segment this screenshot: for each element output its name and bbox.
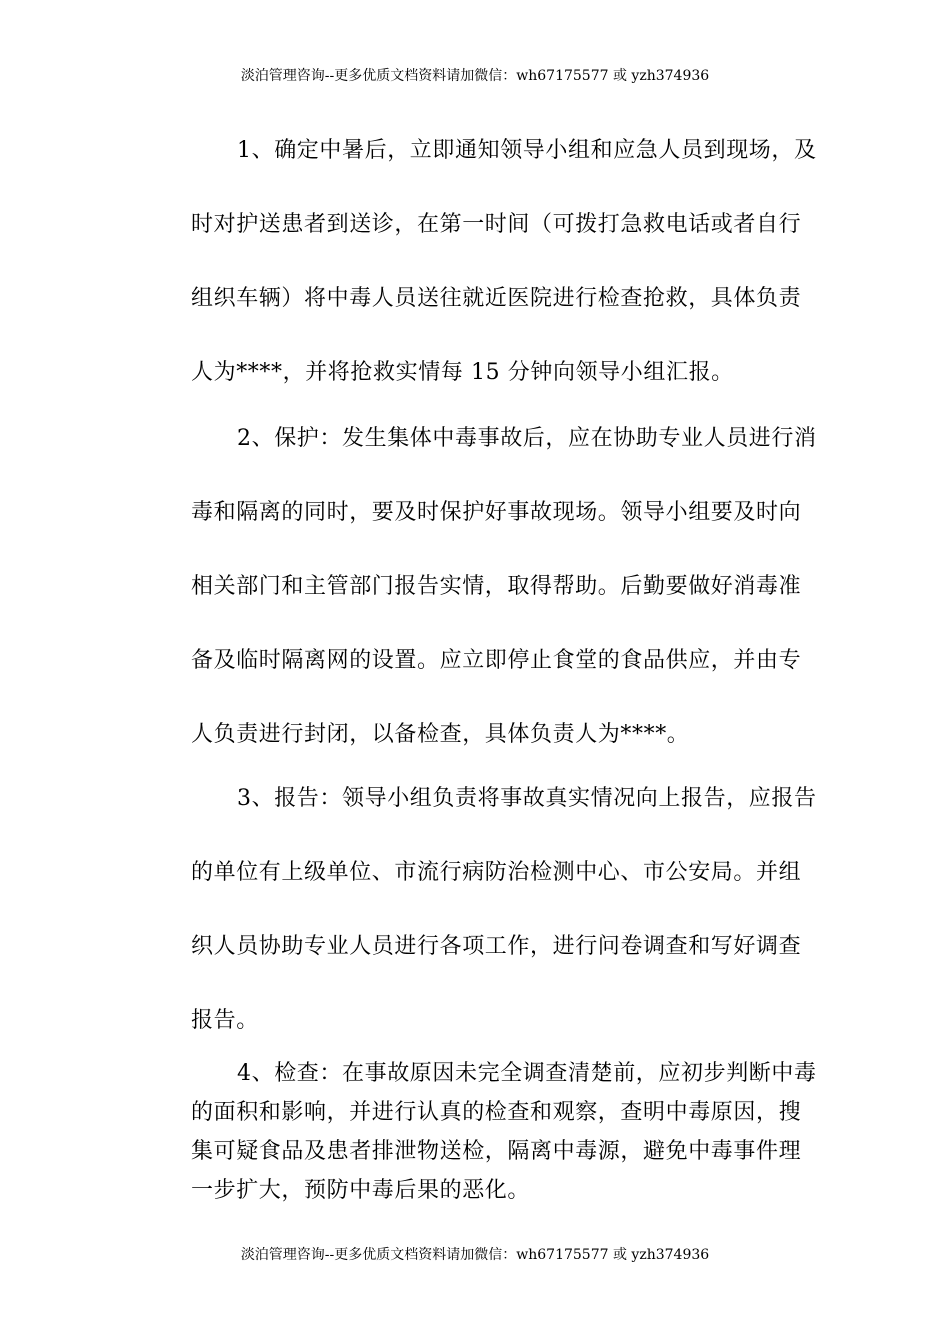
paragraph-line: 3、报告：领导小组负责将事故真实情况向上报告，应报告 (237, 786, 817, 811)
paragraph-line: 的面积和影响，并进行认真的检查和观察，查明中毒原因，搜 (191, 1100, 802, 1125)
page-header: 淡泊管理咨询--更多优质文档资料请加微信：wh67175577 或 yzh374936 (240, 68, 710, 84)
paragraph-line: 1、确定中暑后，立即通知领导小组和应急人员到现场，及 (237, 138, 817, 163)
paragraph-line: 时对护送患者到送诊，在第一时间（可拨打急救电话或者自行 (191, 212, 802, 237)
paragraph-line: 人负责进行封闭，以备检查，具体负责人为****。 (191, 722, 690, 747)
paragraph-line: 织人员协助专业人员进行各项工作，进行问卷调查和写好调查 (191, 934, 802, 959)
paragraph-line: 毒和隔离的同时，要及时保护好事故现场。领导小组要及时向 (191, 500, 802, 525)
paragraph-line: 人为****，并将抢救实情每 15 分钟向领导小组汇报。 (191, 360, 734, 385)
paragraph-line: 2、保护：发生集体中毒事故后，应在协助专业人员进行消 (237, 426, 817, 451)
paragraph-line: 一步扩大，预防中毒后果的恶化。 (191, 1178, 531, 1203)
paragraph-1 (145, 114, 817, 410)
paragraph-line: 组织车辆）将中毒人员送往就近医院进行检查抢救，具体负责 (191, 286, 802, 311)
page-footer: 淡泊管理咨询--更多优质文档资料请加微信：wh67175577 或 yzh374936 (240, 1247, 710, 1263)
paragraph-line: 相关部门和主管部门报告实情，取得帮助。后勤要做好消毒准 (191, 574, 802, 599)
paragraph-line: 报告。 (191, 1008, 259, 1033)
paragraph-line: 4、检查：在事故原因未完全调查清楚前，应初步判断中毒 (237, 1061, 817, 1086)
paragraph-2 (145, 402, 817, 772)
paragraph-line: 备及临时隔离网的设置。应立即停止食堂的食品供应，并由专 (191, 648, 802, 673)
paragraph-line: 的单位有上级单位、市流行病防治检测中心、市公安局。并组 (191, 860, 802, 885)
paragraph-line: 集可疑食品及患者排泄物送检，隔离中毒源，避免中毒事件理 (191, 1139, 802, 1164)
paragraph-4 (145, 1054, 817, 1210)
paragraph-3 (145, 762, 817, 1058)
